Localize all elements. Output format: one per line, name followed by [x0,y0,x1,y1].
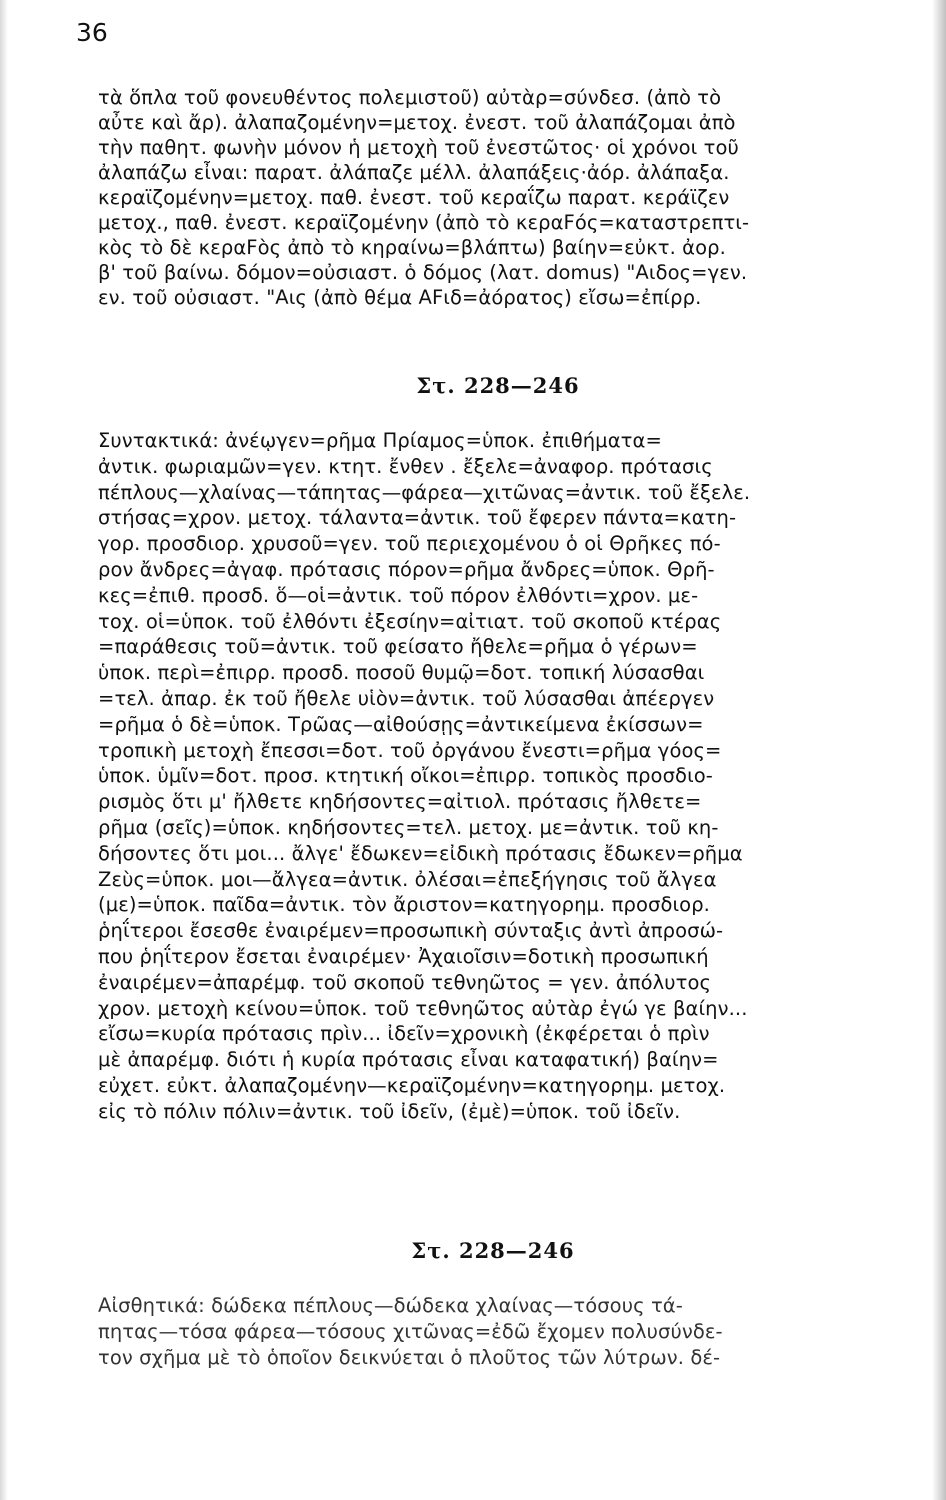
text-line: τὴν παθητ. φωνὴν μόνον ἡ μετοχὴ τοῦ ἐνεστῶτος· οἱ χρόνοι τοῦ [98,136,739,159]
text-line: Αἰσθητικά: δώδεκα πέπλους—δώδεκα χλαίνας—τόσους τά- [98,1294,683,1317]
text-line: χρον. μετοχὴ κείνου=ὑποκ. τοῦ τεθνηῶτος αὐτὰρ ἐγώ γε βαίην... [98,996,748,1020]
text-line: =τελ. ἀπαρ. ἐκ τοῦ ἤθελε υἱὸν=ἀντικ. τοῦ λύσασθαι ἀπέεργεν [98,686,715,710]
text-line: γορ. προσδιορ. χρυσοῦ=γεν. τοῦ περιεχομένου ὁ οἱ Θρῆκες πό- [98,532,721,556]
intro-paragraph [98,85,934,310]
text-line: τὰ ὅπλα τοῦ φονευθέντος πολεμιστοῦ) αὐτὰρ=σύνδεσ. (ἀπὸ τὸ [98,86,722,109]
text-line: που ῥηΐτερον ἔσεται ἐναιρέμεν· Ἀχαιοῖσιν=δοτικὴ προσωπική [98,944,709,968]
text-line: ὑποκ. ὑμῖν=δοτ. προσ. κτητική οἴκοι=ἐπιρρ. τοπικὸς προσδιο- [98,764,713,788]
text-line: τοχ. οἱ=ὑποκ. τοῦ ἐλθόντι ἐξεσίην=αἰτιατ. τοῦ σκοποῦ κτέρας [98,609,722,633]
aesthetic-paragraph [98,1293,934,1370]
text-line: κες=ἐπιθ. προσδ. ὅ—οἱ=ἀντικ. τοῦ πόρον ἐλθόντι=χρον. με- [98,583,699,607]
page-number: 36 [76,18,108,47]
text-line: δήσοντες ὅτι μοι... ἄλγε' ἔδωκεν=εἰδικὴ πρότασις ἔδωκεν=ρῆμα [98,841,743,865]
text-line: εἰς τὸ πόλιν πόλιν=ἀντικ. τοῦ ἰδεῖν, (ἐμὲ)=ὑποκ. τοῦ ἰδεῖν. [98,1099,681,1123]
text-line: εν. τοῦ οὐσιαστ. "Αις (ἀπὸ θέμα ΑFιδ=ἀόρατος) εἴσω=ἐπίρρ. [98,286,702,309]
text-line: τροπικὴ μετοχὴ ἔπεσσι=δοτ. τοῦ ὀργάνου ἔνεστι=ρῆμα γόος= [98,738,722,762]
section-heading: Στ. 228—246 [411,1238,575,1263]
text-line: ρῆμα (σεῖς)=ὑποκ. κηδήσοντες=τελ. μετοχ. με=ἀντικ. τοῦ κη- [98,815,719,839]
syntax-paragraph [98,428,934,1125]
text-line: πέπλους—χλαίνας—τάπητας—φάρεα—χιτῶνας=ἀντικ. τοῦ ἔξελε. [98,480,751,504]
text-line: κὸς τὸ δὲ κεραFὸς ἀπὸ τὸ κηραίνω=βλάπτω) βαίην=εὐκτ. ἀορ. [98,236,726,259]
text-line: ρον ἄνδρες=ἀγαφ. πρότασις πόρον=ρῆμα ἄνδρες=ὑποκ. Θρῆ- [98,557,715,581]
page-edge-shadow [932,0,946,1500]
binding-shadow [0,0,8,1500]
text-line: τον σχῆμα μὲ τὸ ὁποῖον δεικνύεται ὁ πλοῦτος τῶν λύτρων. δέ- [98,1345,721,1369]
text-line: μετοχ., παθ. ἐνεστ. κεραϊζομένην (ἀπὸ τὸ κεραFός=καταστρεπτι- [98,211,750,234]
text-line: κεραϊζομένην=μετοχ. παθ. ἐνεστ. τοῦ κεραΐζω παρατ. κεράϊζεν [98,186,730,209]
text-line: ἀντικ. φωριαμῶν=γεν. κτητ. ἔνθεν . ἔξελε=ἀναφορ. πρότασις [98,454,713,478]
text-line: ὑποκ. περὶ=ἐπιρρ. προσδ. ποσοῦ θυμῷ=δοτ. τοπική λύσασθαι [98,661,705,685]
text-line: =παράθεσις τοῦ=ἀντικ. τοῦ φείσατο ἤθελε=ρῆμα ὁ γέρων= [98,635,698,659]
text-line: ῥηΐτεροι ἔσεσθε ἐναιρέμεν=προσωπικὴ σύνταξις ἀντὶ ἀπροσώ- [98,919,724,943]
text-line: ἐναιρέμεν=ἀπαρέμφ. τοῦ σκοποῦ τεθνηῶτος = γεν. ἀπόλυτος [98,970,712,994]
text-line: ρισμὸς ὅτι μ' ἤλθετε κηδήσοντες=αἰτιολ. πρότασις ἤλθετε= [98,790,702,814]
text-line: εὐχετ. εὐκτ. ἀλαπαζομένην—κεραϊζομένην=κατηγορημ. μετοχ. [98,1073,726,1097]
text-line: =ρῆμα ὁ δὲ=ὑποκ. Τρῶας—αἰθούσῃς=ἀντικείμενα ἐκίσσων= [98,712,704,736]
text-line: πητας—τόσα φάρεα—τόσους χιτῶνας=ἐδῶ ἔχομεν πολυσύνδε- [98,1319,723,1343]
text-line: εἴσω=κυρία πρότασις πρὶν... ἰδεῖν=χρονικὴ (ἐκφέρεται ὁ πρὶν [98,1022,710,1046]
text-line: στήσας=χρον. μετοχ. τάλαντα=ἀντικ. τοῦ ἔφερεν πάντα=κατη- [98,506,737,530]
text-line: μὲ ἀπαρέμφ. διότι ἡ κυρία πρότασις εἶναι καταφατική) βαίην= [98,1048,719,1072]
text-line: Συντακτικά: ἀνέῳγεν=ρῆμα Πρίαμος=ὑποκ. ἐπιθήματα= [98,429,662,452]
text-line: (με)=ὑποκ. παῖδα=ἀντικ. τὸν ἄριστον=κατηγορημ. προσδιορ. [98,893,710,917]
text-line: β' τοῦ βαίνω. δόμον=οὐσιαστ. ὁ δόμος (λατ. domus) "Αιδος=γεν. [98,261,748,284]
text-line: Ζεὺς=ὑποκ. μοι—ἄλγεα=ἀντικ. ὀλέσαι=ἐπεξήγησις τοῦ ἄλγεα [98,867,717,891]
text-line: αὖτε καὶ ἄρ). ἀλαπαζομένην=μετοχ. ἐνεστ. τοῦ ἀλαπάζομαι ἀπὸ [98,111,736,134]
text-line: ἀλαπάζω εἶναι: παρατ. ἀλάπαζε μέλλ. ἀλαπάξεις·ἀόρ. ἀλάπαξα. [98,161,730,184]
section-heading: Στ. 228—246 [416,373,580,398]
